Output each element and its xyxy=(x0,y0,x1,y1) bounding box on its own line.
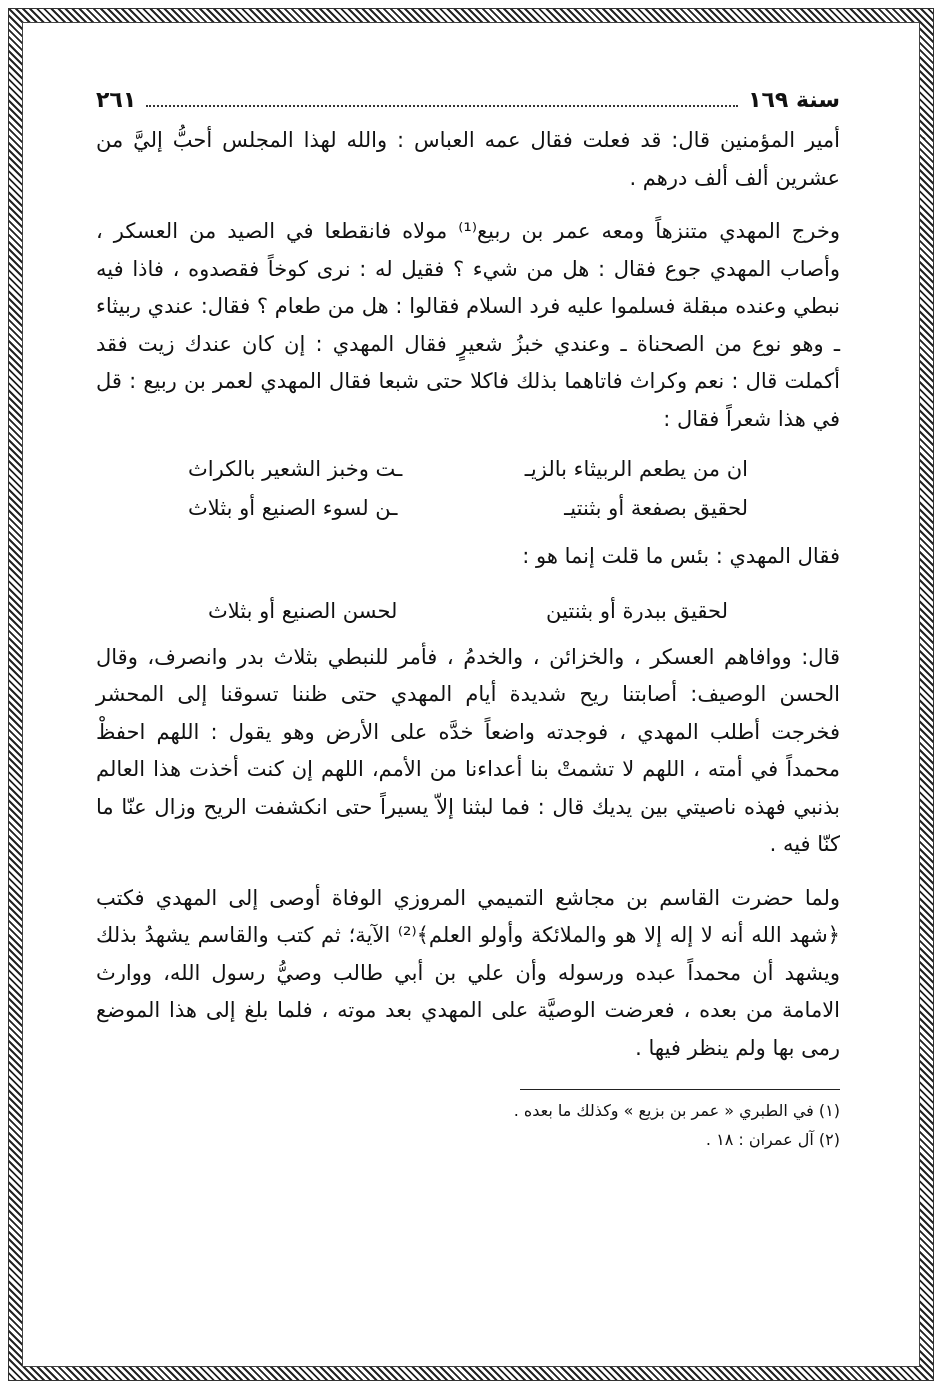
paragraph-1: أمير المؤمنين قال: قد فعلت فقال عمه العباس : والله لهذا المجلس أحبُّ إليَّ من عشرين ألف ألف درهم . xyxy=(96,128,840,190)
poem-block xyxy=(188,450,748,528)
footnote-1: (١) في الطبري « عمر بن بزيع » وكذلك ما بعده . xyxy=(513,1101,840,1120)
verse-hemistich: ـت وخبز الشعير بالكراث xyxy=(188,457,403,481)
page-content xyxy=(96,88,840,1328)
verse-line xyxy=(208,592,728,631)
paragraph-gap xyxy=(96,864,840,880)
page-number: ٢٦١ xyxy=(96,88,137,113)
header-year: سنة ١٦٩ xyxy=(748,88,840,113)
paragraph-3: فقال المهدي : بئس ما قلت إنما هو : xyxy=(522,544,840,568)
verse-line xyxy=(188,489,748,528)
verse-hemistich: لحقيق ببدرة أو بثنتين xyxy=(546,598,728,623)
verse-hemistich: ـن لسوء الصنيع أو بثلاث xyxy=(188,496,398,520)
verse-hemistich: لحقيق بصفعة أو بثنتيـ xyxy=(564,496,748,520)
running-header xyxy=(96,88,840,122)
verse-line xyxy=(188,450,748,489)
poem-block xyxy=(208,592,728,631)
verse-hemistich: ان من يطعم الربيثاء بالزيـ xyxy=(524,457,748,481)
footnote-2: (٢) آل عمران : ١٨ . xyxy=(705,1130,840,1149)
paragraph-4: قال: ووافاهم العسكر ، والخزائن ، والخدمُ ، فأمر للنبطي بثلاث بدر وانصرف، وقال الحسن الوصيف: أصابتنا ريح شديدة أيام المهدي حتى ظننا تسوقنا إلى المحشر فخرجت أطلب المهدي ، فوجدته واضعاً خدَّه على الأرض وهو يقول : اللهم احفظْ محمداً في أمته ، اللهم لا تشمتْ بنا أعداءنا من الأمم، اللهم إن كنت أخذت هذا العالم بذنبي فهذه ناصيتي بين يديك قال : فما لبثنا إلاّ يسيراً حتى انكشفت الريح وزال عنّا ما كنّا فيه . xyxy=(96,644,840,856)
paragraph-5: ولما حضرت القاسم بن مجاشع التميمي المروزي الوفاة أوصى إلى المهدي فكتب ﴿شهد الله أنه لا إله إلا هو والملائكة وأولو العلم﴾⁽²⁾ الآية؛ ثم كتب والقاسم يشهدُ بذلك ويشهد أن محمداً عبده ورسوله وأن علي بن أبي طالب وصيُّ رسول الله، ووارث الامامة من بعده ، فعرضت الوصيَّة على المهدي بعد موته ، فلما بلغ إلى هذا الموضع رمى بها ولم ينظر فيها . xyxy=(96,885,840,1060)
verse-hemistich: لحسن الصنيع أو بثلاث xyxy=(208,598,398,623)
paragraph-gap xyxy=(96,197,840,213)
paragraph-2: وخرج المهدي متنزهاً ومعه عمر بن ربيع⁽¹⁾ مولاه فانقطعا في الصيد من العسكر ، وأصاب المهدي جوع فقال : هل من شيء ؟ فقيل له : نرى كوخاً فقصدوه ، فاذا فيه نبطي وعنده مبقلة فسلموا عليه فرد السلام فقالوا : هل من طعام ؟ فقال: عندي ربيثاء ـ وهو نوع من الصحناة ـ وعندي خبزُ شعيرٍ فقال المهدي : إن كان عندك زيت فقد أكملت قال : نعم وكراث فاتاهما بذلك فاكلا حتى شبعا فقال المهدي لعمر بن ربيع : قل في هذا شعراً فقال : xyxy=(96,219,840,431)
footnote-separator xyxy=(520,1089,840,1090)
header-dotted-leader xyxy=(146,104,738,107)
